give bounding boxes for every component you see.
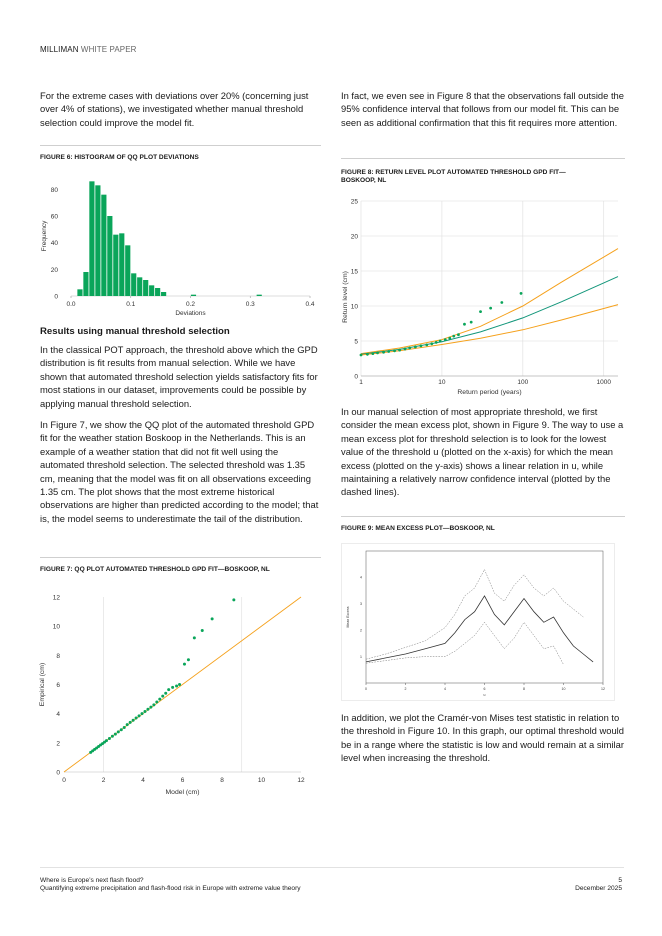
y-tick-label: 80 [50,186,58,194]
x-tick-label: 0 [365,687,367,691]
divider [341,516,625,517]
x-axis-label: Return period (years) [457,389,522,396]
document-type: WHITE PAPER [80,45,137,54]
footer-title: Where is Europe’s next flash flood? [40,877,144,884]
footer-divider [40,867,624,868]
observation-point [463,323,466,326]
footer-right [575,877,622,893]
observation-point [435,341,438,344]
x-tick-label: 8 [220,777,224,784]
x-tick-label: 1000 [596,379,611,386]
histogram-bar [161,292,166,296]
x-tick-label: 2 [404,687,407,691]
y-tick-label: 60 [50,213,58,221]
divider [341,158,625,159]
histogram-bar [77,289,82,296]
figure-7-qq-plot [40,586,320,800]
figure-9-mean-excess-plot [341,543,615,701]
paragraph-mean-excess: In our manual selection of most appropriate threshold, we first consider the mean excess plot, shown in Figure 9. The way to use a mean excess plot for threshold selection is to look for the lowest value of the threshold u (plotted on the x-axis) for which the mean excess (plotted on the y-axis) shows a linear relation in u, while maintaining a relatively narrow confidence interval (plotted by the dashed lines). [341,406,624,498]
observation-point [398,349,401,352]
x-tick-label: 10 [561,687,566,691]
histogram-bar [191,295,196,296]
divider [40,145,321,146]
histogram-bar [125,245,130,296]
paragraph-figure-7: In Figure 7, we show the QQ plot of the automated threshold GPD fit for the weather station Boskoop in the Netherlands. This is an example of a weather station that did not fit well using the automated threshold selection. The selected threshold was 1.35 cm, meaning that the model was fit on all observations exceeding 1.35 cm. The plot shows that the most extreme historical observations are higher than predicted according to the model; that is, the model seems to underestimate the tail of the distribution. [40,419,319,524]
series-line [361,249,618,354]
data-point [143,710,146,713]
x-tick-label: 10 [257,777,266,784]
x-tick-label: 0.2 [185,301,196,308]
figure-6-histogram [40,168,325,318]
data-point [146,708,149,711]
y-tick-label: 20 [50,266,58,274]
observation-point [425,343,428,346]
y-tick-label: 0 [354,373,358,381]
data-point [193,636,196,639]
observation-point [414,346,417,349]
histogram-bar [149,285,154,296]
x-axis-label: Deviations [175,310,206,317]
data-point [105,739,108,742]
x-tick-label: 4 [444,687,446,691]
observation-point [500,301,503,304]
y-tick-label: 1 [360,654,362,659]
observation-point [470,321,473,324]
paragraph-figure-8: In fact, we even see in Figure 8 that the observations fall outside the 95% confidence interval that follows from our model fit. This can be seen as additional confirmation that this fit requires more attention. [341,90,624,128]
data-point [232,598,235,601]
observation-point [408,347,411,350]
y-tick-label: 5 [354,338,358,346]
data-point [132,719,135,722]
x-tick-label: 6 [180,777,185,784]
data-point [129,721,132,724]
y-tick-label: 4 [56,711,60,719]
paragraph-classical-pot: In the classical POT approach, the threshold above which the GPD distribution is fit results from manual selection. While we have shown that automated threshold selection yields satisfactory fits for most stations in our dataset, improvements could be possible by applying manual threshold selection. [40,344,318,409]
y-tick-label: 0 [54,293,58,301]
y-axis-label: Mean Excess [346,606,350,628]
data-point [155,701,158,704]
x-tick-label: 100 [517,379,529,386]
x-tick-label: 12 [601,687,605,691]
observation-point [457,333,460,336]
y-tick-label: 6 [56,682,60,689]
observation-point [382,351,385,354]
observation-point [430,342,433,345]
page-number: 5 [618,877,622,884]
figure-8-return-level-plot [341,192,627,400]
observation-point [479,310,482,313]
data-point [126,723,129,726]
y-tick-label: 12 [52,594,60,602]
x-tick-label: 10 [438,379,446,386]
y-tick-label: 4 [360,575,362,580]
data-point [201,629,204,632]
data-point [175,684,178,687]
data-point [171,686,174,689]
x-tick-label: 1 [359,379,363,386]
y-tick-label: 20 [350,233,358,241]
y-axis-label: Return level (cm) [342,271,349,323]
y-tick-label: 2 [56,740,60,748]
histogram-bar [101,195,106,296]
y-tick-label: 25 [350,198,358,206]
observation-point [448,337,451,340]
data-point [117,730,120,733]
figure-8-caption-line-2: BOSKOOP, NL [341,177,387,184]
observation-point [371,352,374,355]
x-tick-label: 0.4 [305,301,315,308]
y-tick-label: 10 [52,623,60,631]
observation-point [444,338,447,341]
y-tick-label: 40 [50,240,58,248]
figure-6-caption: FIGURE 6: HISTOGRAM OF QQ PLOT DEVIATIONS [40,154,199,161]
intro-paragraph: For the extreme cases with deviations over 20% (concerning just over 4% of stations), we investigated whether manual threshold selection could improve the model fit. [40,90,309,128]
y-tick-label: 15 [350,268,358,276]
histogram-bar [113,235,118,296]
observation-point [439,340,442,343]
data-point [149,706,152,709]
histogram-bar [107,216,112,296]
histogram-bar [89,181,94,296]
observation-point [520,292,523,295]
brand-name: MILLIMAN [40,45,79,54]
y-axis-label: Empirical (cm) [39,662,46,707]
data-point [123,726,126,729]
series-line [361,305,618,355]
x-tick-label: 12 [297,777,305,784]
x-tick-label: 0 [62,777,66,784]
data-point [158,698,161,701]
histogram-bar [119,233,124,296]
y-tick-label: 8 [56,652,60,660]
histogram-bar [155,288,160,296]
observation-point [376,352,379,355]
data-point [111,735,114,738]
observation-point [452,335,455,338]
data-point [138,714,141,717]
data-point [120,728,123,731]
data-point [108,737,111,740]
x-tick-label: 2 [101,777,106,784]
data-point [161,695,164,698]
histogram-bar [257,295,262,296]
data-point [187,658,190,661]
histogram-bar [83,272,88,296]
data-point [152,703,155,706]
histogram-bar [131,273,136,296]
x-tick-label: 0.0 [66,301,76,308]
footer-left [40,877,301,893]
histogram-bar [143,280,148,296]
x-tick-label: 8 [523,687,525,691]
observation-point [404,348,407,351]
figure-8-caption-line-1: FIGURE 8: RETURN LEVEL PLOT AUTOMATED THRESHOLD GPD FIT— [341,169,566,176]
observation-point [387,350,390,353]
x-tick-label: 0.3 [245,301,255,308]
figure-8-caption [341,169,566,185]
y-tick-label: 3 [360,602,362,606]
page-header [40,45,137,54]
divider [40,557,321,558]
x-tick-label: 4 [141,777,145,784]
y-axis-label: Frequency [41,220,48,252]
histogram-bar [137,277,142,296]
data-point [167,688,170,691]
y-tick-label: 2 [360,628,362,633]
observation-point [366,353,369,356]
observation-point [393,349,396,352]
x-axis-label: u [483,693,486,697]
data-point [211,617,214,620]
data-point [164,692,167,695]
y-tick-label: 0 [56,769,60,777]
data-point [141,712,144,715]
x-tick-label: 6 [483,687,486,691]
figure-7-caption: FIGURE 7: QQ PLOT AUTOMATED THRESHOLD GPD FIT—BOSKOOP, NL [40,566,270,573]
observation-point [360,354,363,357]
data-point [114,733,117,736]
observation-point [489,307,492,310]
footer-date: December 2025 [575,885,622,892]
data-point [183,663,186,666]
paragraph-cramer-von-mises: In addition, we plot the Cramér-von Mises test statistic in relation to the threshold in Figure 10. In this graph, our optimal threshold would be in a range where the statistic is low and would remain at a similar level when increasing the threshold. [341,712,624,764]
figure-9-caption: FIGURE 9: MEAN EXCESS PLOT—BOSKOOP, NL [341,525,495,532]
x-tick-label: 0.1 [126,301,136,308]
x-axis-label: Model (cm) [165,789,200,796]
footer-subtitle: Quantifying extreme precipitation and flash-flood risk in Europe with extreme value theory [40,885,301,892]
histogram-bar [95,185,100,296]
y-tick-label: 10 [350,303,358,311]
data-point [135,717,138,720]
observation-point [420,345,423,348]
section-heading: Results using manual threshold selection [40,326,230,337]
plot-background [342,544,615,701]
data-point [178,683,181,686]
